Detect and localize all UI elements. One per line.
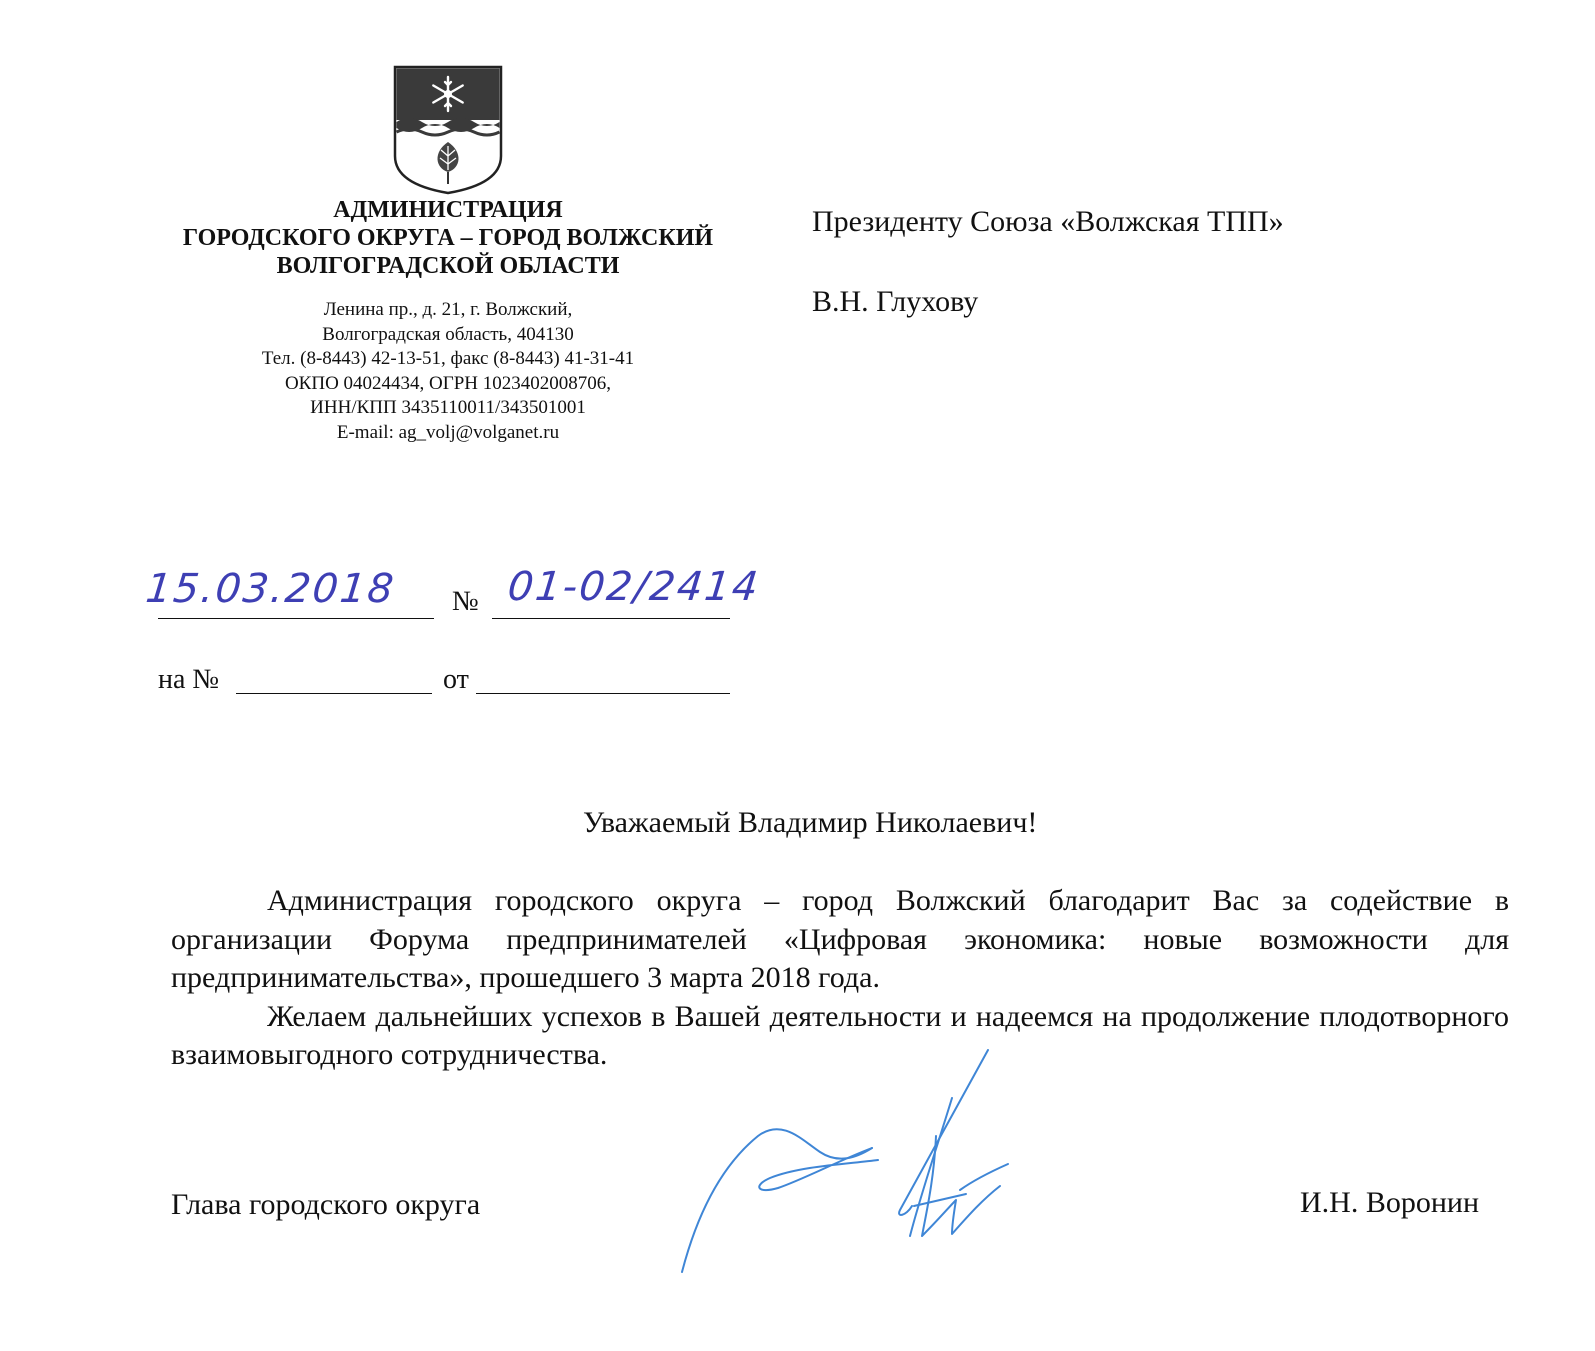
addressee-name: В.Н. Глухову [812,285,979,318]
organization-contacts [210,298,686,445]
registration-number-handwritten: 01-02/2414 [505,564,762,610]
organization-name [160,196,736,280]
phone-fax-line: Тел. (8-8443) 42-13-51, факс (8-8443) 41-31-41 [261,348,635,369]
signatory-title: Глава городского округа [171,1188,481,1221]
reply-to-number-label: на № [158,664,220,695]
reply-from-date-line [476,693,730,694]
number-sign: № [452,586,479,617]
org-line: ГОРОДСКОГО ОКРУГА – ГОРОД ВОЛЖСКИЙ [182,225,714,251]
addressee-position: Президенту Союза «Волжская ТПП» [812,205,1284,238]
reply-from-label: от [443,664,469,695]
handwritten-signature [660,1040,1080,1280]
registration-number-line [492,618,730,619]
registration-date-line [158,618,434,619]
addressee-block [812,205,1284,319]
okpo-ogrn-line: ОКПО 04024434, ОГРН 1023402008706, [284,372,612,394]
registration-date-handwritten: 15.03.2018 [143,566,398,612]
reply-to-number-line [236,693,432,694]
salutation: Уважаемый Владимир Николаевич! [583,806,1038,839]
address-region-line: Волгоградская область, 404130 [322,323,574,345]
coat-of-arms-emblem [392,64,504,196]
inn-kpp-line: ИНН/КПП 3435110011/343501001 [310,397,586,418]
email-line: E-mail: ag_volj@volganet.ru [336,421,560,443]
body-paragraph: Администрация городского округа – город Волжский благодарит Вас за содействие в организации Форума предпринимателей «Цифровая экономика: новые возможности для предпринимательства», прошедшего 3 марта 2018 года. [171,884,1509,994]
address-line: Ленина пр., д. 21, г. Волжский, [323,299,573,320]
org-line: АДМИНИСТРАЦИЯ [333,197,563,223]
signatory-name: И.Н. Воронин [1300,1186,1480,1219]
body-paragraph: Желаем дальнейших успехов в Вашей деятельности и надеемся на продолжение плодотворного взаимовыгодного сотрудничества. [171,999,1509,1071]
org-line: ВОЛГОГРАДСКОЙ ОБЛАСТИ [276,253,620,279]
